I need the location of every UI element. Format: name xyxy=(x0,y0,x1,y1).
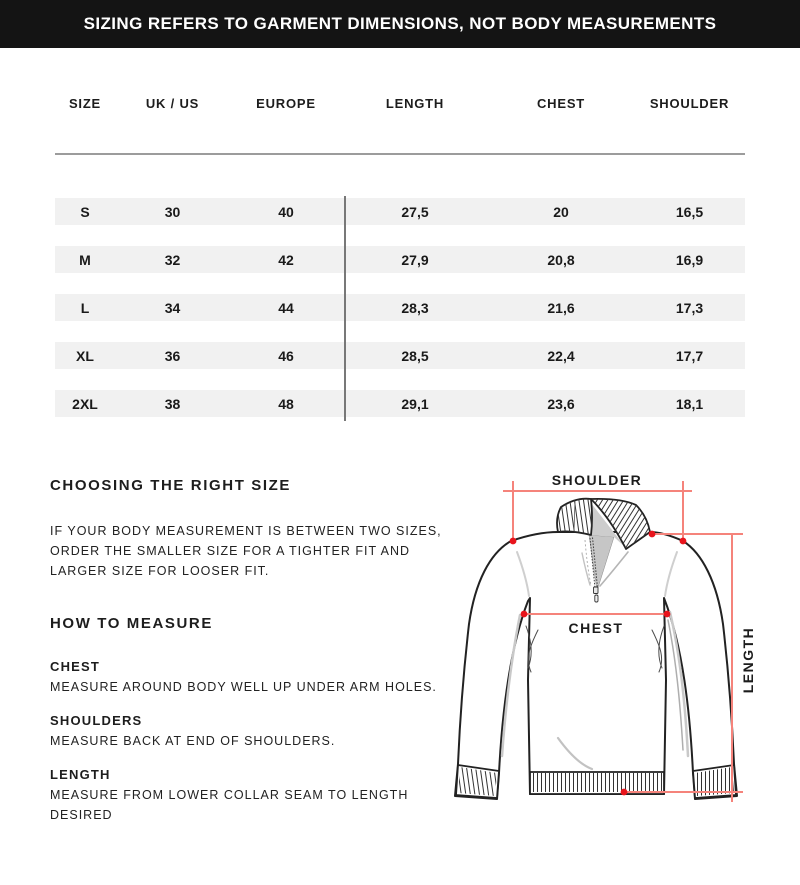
value-cell: 29,1 xyxy=(401,395,429,412)
column-header-uk-us: UK / US xyxy=(145,95,200,111)
table-row-s xyxy=(55,198,745,225)
sweater-outline xyxy=(455,499,737,799)
value-cell: 34 xyxy=(164,299,181,316)
value-cell: 16,5 xyxy=(675,203,704,220)
size-cell: S xyxy=(80,203,90,220)
value-cell: 46 xyxy=(278,347,294,364)
column-header-europe: EUROPE xyxy=(256,95,316,111)
value-cell: 23,6 xyxy=(547,395,575,412)
size-cell: XL xyxy=(76,347,94,364)
measure-item-text-line: MEASURE FROM LOWER COLLAR SEAM TO LENGTH xyxy=(50,788,409,802)
value-cell: 27,5 xyxy=(401,203,429,220)
shoulder-measure-label: SHOULDER xyxy=(551,472,643,488)
right-cuff-ribbing xyxy=(693,765,736,798)
how-to-measure-title: HOW TO MEASURE xyxy=(50,615,213,632)
measure-item-label: CHEST xyxy=(50,659,101,674)
measure-item-text-line: MEASURE AROUND BODY WELL UP UNDER ARM HOLES. xyxy=(50,680,437,694)
value-cell: 28,5 xyxy=(401,347,429,364)
column-header-shoulder: SHOULDER xyxy=(649,95,730,111)
choosing-text-line: ORDER THE SMALLER SIZE FOR A TIGHTER FIT AND xyxy=(50,544,411,558)
hem-length-dot xyxy=(621,789,628,796)
right-shoulder-dot xyxy=(680,538,687,545)
measure-item-label: SHOULDERS xyxy=(50,713,143,728)
choosing-text-line: IF YOUR BODY MEASUREMENT IS BETWEEN TWO SIZES, xyxy=(50,524,442,538)
value-cell: 38 xyxy=(164,395,181,412)
column-header-length: LENGTH xyxy=(385,95,445,111)
value-cell: 18,1 xyxy=(675,395,704,412)
measure-item-label: LENGTH xyxy=(50,767,111,782)
value-cell: 17,7 xyxy=(675,347,704,364)
hem-ribbing xyxy=(530,772,664,794)
value-cell: 27,9 xyxy=(401,251,429,268)
left-cuff-ribbing xyxy=(456,765,499,798)
table-row-m xyxy=(55,246,745,273)
value-cell: 44 xyxy=(278,299,294,316)
table-header-rule xyxy=(55,153,745,155)
size-disclaimer-banner xyxy=(0,0,800,48)
table-row-2xl xyxy=(55,390,745,417)
value-cell: 20 xyxy=(553,203,569,220)
left-shoulder-dot xyxy=(510,538,517,545)
value-cell: 22,4 xyxy=(547,347,575,364)
measure-item-shoulders xyxy=(50,710,437,751)
value-cell: 17,3 xyxy=(675,299,704,316)
value-cell: 21,6 xyxy=(547,299,575,316)
size-disclaimer-text: SIZING REFERS TO GARMENT DIMENSIONS, NOT BODY MEASUREMENTS xyxy=(83,14,717,33)
chest-right-dot xyxy=(664,611,671,618)
column-header-chest: CHEST xyxy=(536,95,586,111)
size-cell: 2XL xyxy=(72,395,98,412)
value-cell: 16,9 xyxy=(675,251,704,268)
length-measure-label: LENGTH xyxy=(740,626,756,694)
choosing-section-title: CHOOSING THE RIGHT SIZE xyxy=(50,477,291,494)
table-row-l xyxy=(55,294,745,321)
collar-length-dot xyxy=(649,531,656,538)
measure-item-text-line: MEASURE BACK AT END OF SHOULDERS. xyxy=(50,734,336,748)
measure-item-chest xyxy=(50,656,437,697)
zipper-slider xyxy=(594,587,599,594)
size-cell: L xyxy=(80,299,90,316)
column-header-size: SIZE xyxy=(68,95,102,111)
value-cell: 28,3 xyxy=(401,299,429,316)
measure-item-text-line: DESIRED xyxy=(50,808,113,822)
chest-left-dot xyxy=(521,611,528,618)
table-column-divider xyxy=(344,196,346,421)
value-cell: 42 xyxy=(278,251,294,268)
value-cell: 32 xyxy=(164,251,181,268)
sweater-diagram xyxy=(440,460,790,885)
chest-measure-label: CHEST xyxy=(568,620,624,636)
measure-item-length xyxy=(50,764,437,825)
size-table-header-row xyxy=(55,90,745,116)
measure-instructions xyxy=(50,656,437,838)
zipper-pull xyxy=(595,595,598,602)
value-cell: 48 xyxy=(278,395,294,412)
value-cell: 30 xyxy=(164,203,181,220)
choosing-text-line: LARGER SIZE FOR LOOSER FIT. xyxy=(50,564,270,578)
value-cell: 36 xyxy=(164,347,181,364)
choosing-section-text xyxy=(50,521,442,581)
value-cell: 20,8 xyxy=(547,251,575,268)
value-cell: 40 xyxy=(278,203,294,220)
table-row-xl xyxy=(55,342,745,369)
size-cell: M xyxy=(79,251,91,268)
